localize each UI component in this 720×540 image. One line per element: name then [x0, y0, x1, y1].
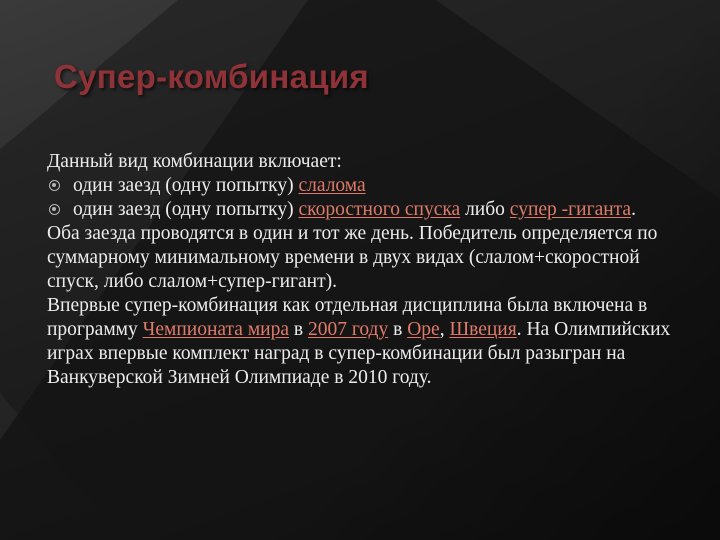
history-text: Впервые супер-комбинация как отдельная дисциплина была включена в программу	[47, 295, 648, 340]
link-are[interactable]: Оре	[407, 319, 440, 340]
link-slalom[interactable]: слалома	[298, 175, 366, 196]
history-text: . На Олимпийских играх впервые комплект наград в супер-комбинации был разыгран на Ванкуверской Зимней Олимпиаде в 2010 году.	[47, 319, 671, 388]
link-super-g[interactable]: супер -гиганта	[509, 199, 632, 220]
bullet-item	[47, 198, 687, 222]
bullet-text: один заезд (одну попытку)	[73, 175, 299, 196]
slide-body	[47, 150, 687, 390]
link-sweden[interactable]: Швеция	[449, 319, 517, 340]
link-world-championship[interactable]: Чемпионата мира	[142, 319, 290, 340]
slide-title: Супер-комбинация	[54, 58, 369, 95]
bullet-text: один заезд (одну попытку)	[73, 199, 299, 220]
history-text: в	[388, 319, 408, 340]
link-downhill[interactable]: скоростного спуска	[298, 199, 461, 220]
bullet-icon	[49, 204, 60, 215]
bullet-text: .	[631, 199, 636, 220]
history-text: в	[289, 319, 308, 340]
paragraph-results: Оба заезда проводятся в один и тот же день. Победитель определяется по суммарному минимальному времени в двух видах (слалом+скоростной спуск, либо слалом+супер-гигант).	[47, 223, 658, 292]
bullet-item	[47, 174, 687, 198]
paragraph-history	[47, 294, 687, 390]
bullet-icon	[49, 180, 60, 191]
link-2007[interactable]: 2007 году	[307, 319, 389, 340]
history-text: ,	[439, 319, 450, 340]
intro-text: Данный вид комбинации включает:	[47, 151, 342, 172]
bullet-text: либо	[460, 199, 510, 220]
